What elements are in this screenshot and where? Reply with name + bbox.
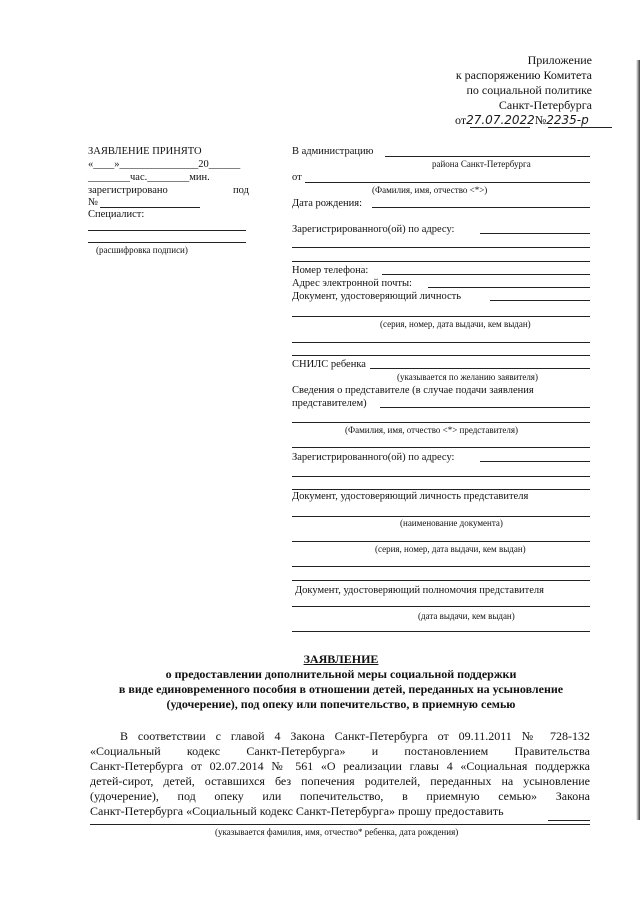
handwritten-number: 2235-р — [546, 113, 589, 127]
phone-label: Номер телефона: — [292, 265, 369, 276]
signature-decode-hint: (расшифровка подписи) — [96, 245, 188, 255]
header-line-3: по социальной политике — [466, 83, 592, 97]
authority-document-label: Документ, удостоверяющий полномочия представителя — [295, 585, 544, 596]
id-document-hint: (серия, номер, дата выдачи, кем выдан) — [380, 319, 531, 329]
body-paragraph — [90, 729, 590, 819]
scan-edge-shadow — [636, 60, 640, 820]
id-document-line-3 — [292, 342, 590, 343]
number-label: № — [88, 197, 99, 208]
header-line-2: к распоряжению Комитета — [455, 68, 592, 82]
id-document-line-2 — [292, 316, 590, 317]
provide-line — [548, 820, 590, 821]
address-line-1 — [480, 233, 590, 234]
registered-address-label: Зарегистрированного(ой) по адресу: — [292, 224, 455, 235]
rep-id-line-3 — [292, 566, 590, 567]
header-date-number — [455, 113, 625, 128]
body-line-2: «Социальный кодекс Санкт-Петербурга» и постановлением Правительства — [90, 744, 590, 758]
accepted-time-line: ________час.________мин. — [88, 172, 210, 183]
snils-hint: (указывается по желанию заявителя) — [397, 372, 538, 382]
specialist-line-1 — [88, 230, 246, 231]
birth-date-line — [372, 207, 590, 208]
header-number-prefix: № — [534, 113, 547, 127]
id-document-line-4 — [292, 355, 590, 356]
registered-label: зарегистрировано — [88, 185, 168, 196]
rep-id-line-4 — [292, 580, 590, 581]
snils-line — [370, 368, 590, 369]
body-line-1: В соответствии с главой 4 Закона Санкт-Петербурга от 09.11.2011 № 728-132 — [120, 729, 590, 743]
title-line-3: (удочерение), под опеку или попечительство, в приемную семью — [166, 697, 516, 711]
snils-label: СНИЛС ребенка — [292, 359, 366, 370]
handwritten-date: 27.07.2022 — [466, 113, 535, 127]
authority-line-1 — [292, 606, 590, 607]
doc-name-hint: (наименование документа) — [400, 518, 503, 528]
rep-id-document-label: Документ, удостоверяющий личность представителя — [292, 491, 529, 502]
birth-date-label: Дата рождения: — [292, 198, 363, 209]
accepted-label: ЗАЯВЛЕНИЕ ПРИНЯТО — [88, 146, 202, 157]
accepted-date-line: «____»_______________20______ — [88, 159, 241, 170]
address-line-2 — [292, 247, 590, 248]
header-line-4: Санкт-Петербурга — [498, 98, 592, 112]
representative-line-2 — [292, 422, 590, 423]
date-underline — [470, 127, 530, 128]
phone-line — [382, 274, 590, 275]
child-hint: (указывается фамилия, имя, отчество* ребенка, дата рождения) — [215, 827, 459, 837]
representative-line-3 — [292, 447, 590, 448]
id-document-label: Документ, удостоверяющий личность — [292, 291, 461, 302]
email-line — [428, 287, 590, 288]
body-line-6 — [90, 804, 590, 819]
rep-id-line-1 — [292, 516, 590, 517]
to-admin-label: В администрацию — [292, 146, 374, 157]
rep-address-line-1 — [480, 461, 590, 462]
title-line-2: в виде единовременного пособия в отношении детей, переданных на усыновление — [118, 682, 564, 696]
rep-address-label: Зарегистрированного(ой) по адресу: — [292, 452, 455, 463]
header-line-1: Приложение — [527, 53, 592, 67]
rep-id-line-2 — [292, 541, 590, 542]
representative-line-1 — [380, 407, 590, 408]
fio-hint: (Фамилия, имя, отчество <*>) — [372, 185, 488, 195]
number-underline — [548, 127, 612, 128]
title-heading: ЗАЯВЛЕНИЕ — [303, 652, 379, 666]
from-label: от — [292, 172, 302, 183]
document-title — [80, 652, 602, 712]
authority-hint: (дата выдачи, кем выдан) — [418, 611, 515, 621]
appendix-header — [332, 53, 592, 113]
body-line-5: (удочерение), под опеку или попечительство, в приемную семью» Закона — [90, 789, 590, 803]
address-line-3 — [292, 261, 590, 262]
district-label: района Санкт-Петербурга — [432, 159, 531, 169]
title-line-1: о предоставлении дополнительной меры социальной поддержки — [165, 667, 517, 681]
specialist-label: Специалист: — [88, 209, 145, 220]
rep-id-hint: (серия, номер, дата выдачи, кем выдан) — [375, 544, 526, 554]
header-from-prefix: от — [455, 113, 467, 127]
admin-line — [385, 156, 590, 157]
body-line-6-text: Санкт-Петербурга «Социальный кодекс Санкт-Петербурга» прошу предоставить — [90, 804, 504, 818]
from-line — [305, 182, 590, 183]
child-line — [90, 824, 590, 825]
id-document-line-1 — [490, 300, 590, 301]
email-label: Адрес электронной почты: — [292, 278, 412, 289]
specialist-line-2 — [88, 242, 246, 243]
rep-fio-hint: (Фамилия, имя, отчество <*> представителя) — [345, 425, 518, 435]
representative-label-2: представителем) — [292, 398, 367, 409]
authority-line-2 — [292, 631, 590, 632]
rep-address-line-2 — [292, 476, 590, 477]
body-line-3: Санкт-Петербурга от 02.07.2014 № 561 «О реализации главы 4 «Социальная поддержка — [90, 759, 590, 773]
under-label: под — [233, 185, 249, 196]
representative-label-1: Сведения о представителе (в случае подачи заявления — [292, 385, 534, 396]
body-line-4: детей-сирот, детей, оставшихся без попечения родителей, переданных на усыновление — [90, 774, 590, 788]
